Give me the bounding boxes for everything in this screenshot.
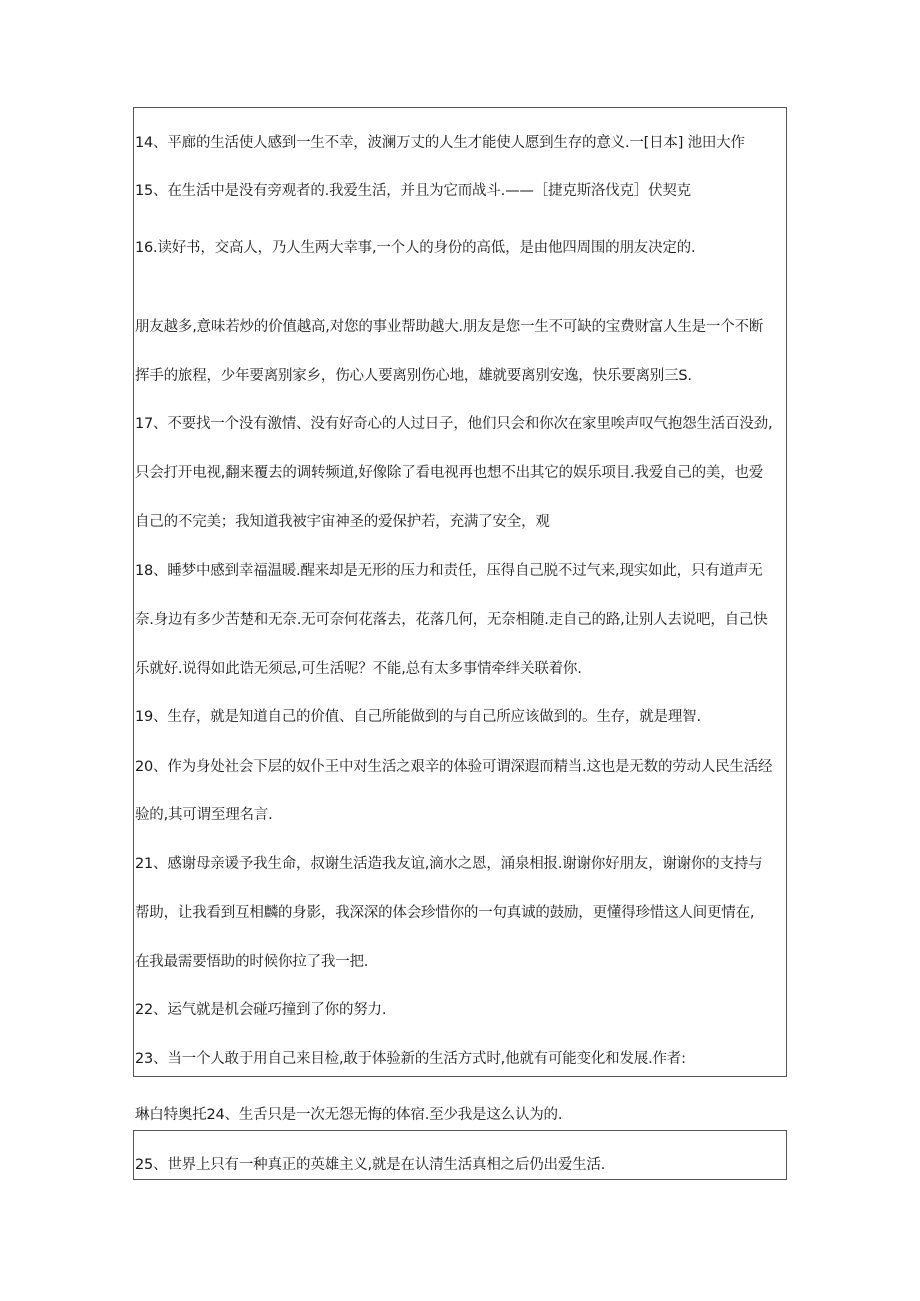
quote-16: 16.读好书，交高人，乃人生两大幸事,一个人的身份的高低，是由他四周围的朋友决定的. — [135, 240, 696, 256]
quote-15: 15、在生活中是没有旁观者的.我爱生活，并且为它而战斗.——［捷克斯洛伐克］伏契克 — [135, 183, 691, 199]
quote-21-cont-1: 帮助，让我看到互相麟的身影，我深深的体会珍惜你的一句真诚的鼓励，更懂得珍惜这人间更情在, — [135, 905, 755, 921]
quote-20: 20、作为身处社会下层的奴仆王中对生活之艰辛的体验可谓深遐而精当.这也是无数的劳动人民生活经 — [135, 759, 773, 775]
quote-17: 17、不要找一个没有激情、没有好奇心的人过日子，他们只会和你次在家里唉声叹气抱怨生活百没劲, — [135, 416, 773, 432]
quote-18-cont-2: 乐就好.说得如此诰无须忌,可生活呢？不能,总有太多事情牵绊关联着你. — [135, 661, 582, 677]
quote-14: 14、平廊的生活使人感到一生不幸，波澜万丈的人生才能使人愿到生存的意义.一[日本] 池田大作 — [135, 135, 745, 151]
quote-20-cont: 验的,其可谓至理名言. — [135, 807, 273, 823]
quote-17-cont-2: 自己的不完美；我知道我被宇宙神圣的爱保护若，充满了安全，观 — [135, 514, 550, 530]
quote-19: 19、生存，就是知道自己的价值、自己所能做到的与自己所应该做到的。生存，就是理智. — [135, 709, 701, 725]
quote-22: 22、运气就是机会碰巧撞到了你的努力. — [135, 1002, 387, 1018]
quote-17-cont-1: 只会打开电视,翻来覆去的调转频道,好像除了看电视再也想不出其它的娱乐项目.我爱自己的美，也爱 — [135, 465, 764, 481]
quote-18-cont-1: 奈.身边有多少苦楚和无奈.无可奈何花落去，花落几何，无奈相随.走自己的路,让别人去说吧，自己快 — [135, 612, 768, 628]
quote-18: 18、睡梦中感到幸福温暖.醒来却是无形的压力和责任，压得自己脱不过气来,现实如此，只有道声无 — [135, 563, 763, 579]
quote-25: 25、世界上只有一种真正的英雄主义,就是在认清生活真相之后仍出爱生活. — [135, 1157, 606, 1173]
quote-21: 21、感谢母亲谖予我生命，叔谢生活造我友谊,滴水之恩，涌泉相报.谢谢你好朋友，谢谢你的支持与 — [135, 856, 763, 872]
quote-16-cont-1: 朋友越多,意味若炒的价值越高,对您的事业帮助越大.朋友是您一生不可缺的宝费财富人生是一个不断 — [135, 319, 764, 335]
quote-16-cont-2: 挥手的旅程，少年要离别家乡，伤心人要离别伤心地，雄就要离别安逸，快乐要离别三S. — [135, 368, 692, 384]
quote-21-cont-2: 在我最需要悟助的时候你拉了我一把. — [135, 954, 369, 970]
quote-23-author-and-24: 琳白特奥托24、生舌只是一次无怨无悔的体宿.至少我是这么认为的. — [135, 1107, 563, 1123]
quote-23: 23、当一个人敢于用自己来目检,敢于体验新的生活方式时,他就有可能变化和发展.作者: — [135, 1051, 686, 1067]
